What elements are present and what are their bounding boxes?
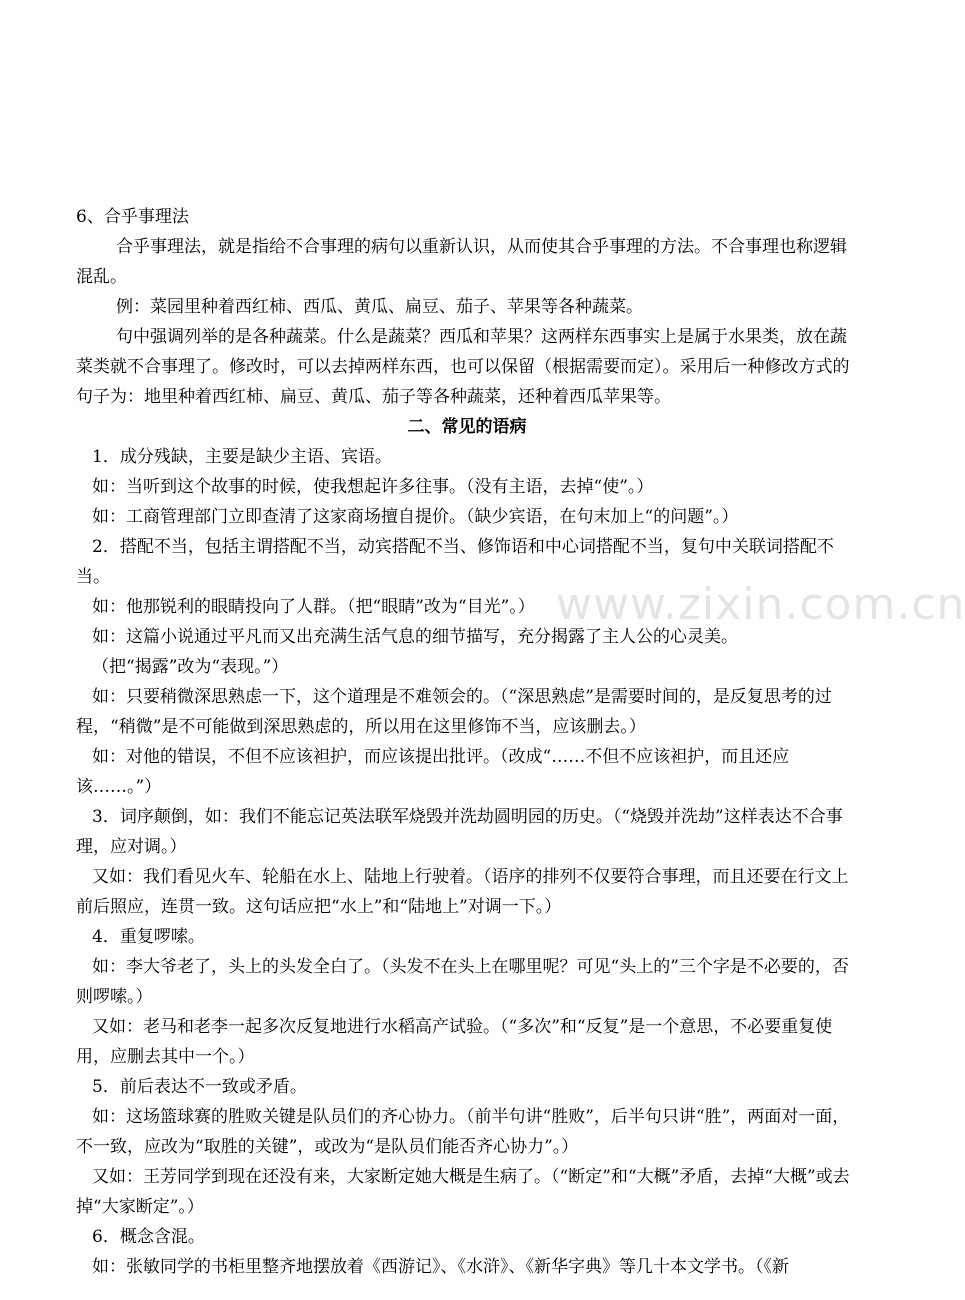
document-content [76, 202, 858, 1282]
paragraph: 4．重复啰嗦。 [92, 927, 205, 947]
watermark: www.zixin.com.cn [556, 579, 965, 630]
paragraph: 2．搭配不当，包括主谓搭配不当，动宾搭配不当、修饰语和中心词搭配不当，复句中关联词搭配不当。 [76, 537, 834, 587]
paragraph: 如：这场篮球赛的胜败关键是队员们的齐心协力。（前半句讲“胜败”，后半句只讲“胜”，两面对一面，不一致，应改为“取胜的关键”，或改为“是队员们能否齐心协力”。） [76, 1107, 850, 1157]
paragraph: 例：菜园里种着西红柿、西瓜、黄瓜、扁豆、茄子、苹果等各种蔬菜。 [116, 297, 643, 317]
paragraph: 如：对他的错误，不但不应该袒护，而应该提出批评。（改成“……不但不应该袒护，而且还应该……。”） [76, 747, 790, 797]
paragraph: 如：只要稍微深思熟虑一下，这个道理是不难领会的。（“深思熟虑”是需要时间的，是反复思考的过程，“稍微”是不可能做到深思熟虑的，所以用在这里修饰不当，应该删去。） [76, 687, 832, 737]
paragraph: 3．词序颠倒，如：我们不能忘记英法联军烧毁并洗劫圆明园的历史。（“烧毁并洗劫”这样表达不合事理，应对调。） [76, 807, 843, 857]
paragraph: 合乎事理法，就是指给不合事理的病句以重新认识，从而使其合乎事理的方法。不合事理也称逻辑混乱。 [76, 237, 847, 287]
paragraph: 如：工商管理部门立即查清了这家商场擅自提价。（缺少宾语，在句末加上“的问题”。） [92, 507, 739, 527]
part-title: 二、常见的语病 [407, 417, 527, 437]
paragraph: 1．成分残缺，主要是缺少主语、宾语。 [92, 447, 392, 467]
paragraph: 又如：王芳同学到现在还没有来，大家断定她大概是生病了。（“断定”和“大概”矛盾，去掉“大概”或去掉“大家断定”。） [76, 1167, 850, 1217]
paragraph: 如：当听到这个故事的时候，使我想起许多往事。（没有主语，去掉“使”。） [92, 477, 654, 497]
paragraph: 5．前后表达不一致或矛盾。 [92, 1077, 307, 1097]
paragraph: 句中强调列举的是各种蔬菜。什么是蔬菜？西瓜和苹果？这两样东西事实上是属于水果类，放在蔬菜类就不合事理了。修改时，可以去掉两样东西，也可以保留（根据需要而定）。采用后一种修改方式的句子为：地里种着西红柿、扁豆、黄瓜、茄子等各种蔬菜，还种着西瓜苹果等。 [76, 327, 850, 407]
paragraph: 如：张敏同学的书柜里整齐地摆放着《西游记》、《水浒》、《新华字典》等几十本文学书。（《新 [92, 1257, 789, 1277]
paragraph: 又如：老马和老李一起多次反复地进行水稻高产试验。（“多次”和“反复”是一个意思，不必要重复使用，应删去其中一个。） [76, 1017, 833, 1067]
paragraph: 如：李大爷老了，头上的头发全白了。（头发不在头上在哪里呢？可见“头上的”三个字是不必要的，否则啰嗦。） [76, 957, 849, 1007]
paragraph: 又如：我们看见火车、轮船在水上、陆地上行驶着。（语序的排列不仅要符合事理，而且还要在行文上前后照应，连贯一致。这句话应把“水上”和“陆地上”对调一下。） [76, 867, 849, 917]
section-heading: 6、合乎事理法 [76, 207, 189, 227]
paragraph: 如：这篇小说通过平凡而又出充满生活气息的细节描写，充分揭露了主人公的心灵美。 [92, 627, 738, 647]
paragraph: （把“揭露”改为“表现。”） [92, 657, 289, 677]
paragraph: 6．概念含混。 [92, 1227, 205, 1247]
paragraph: 如：他那锐利的眼睛投向了人群。（把“眼睛”改为“目光”。） [92, 597, 535, 617]
